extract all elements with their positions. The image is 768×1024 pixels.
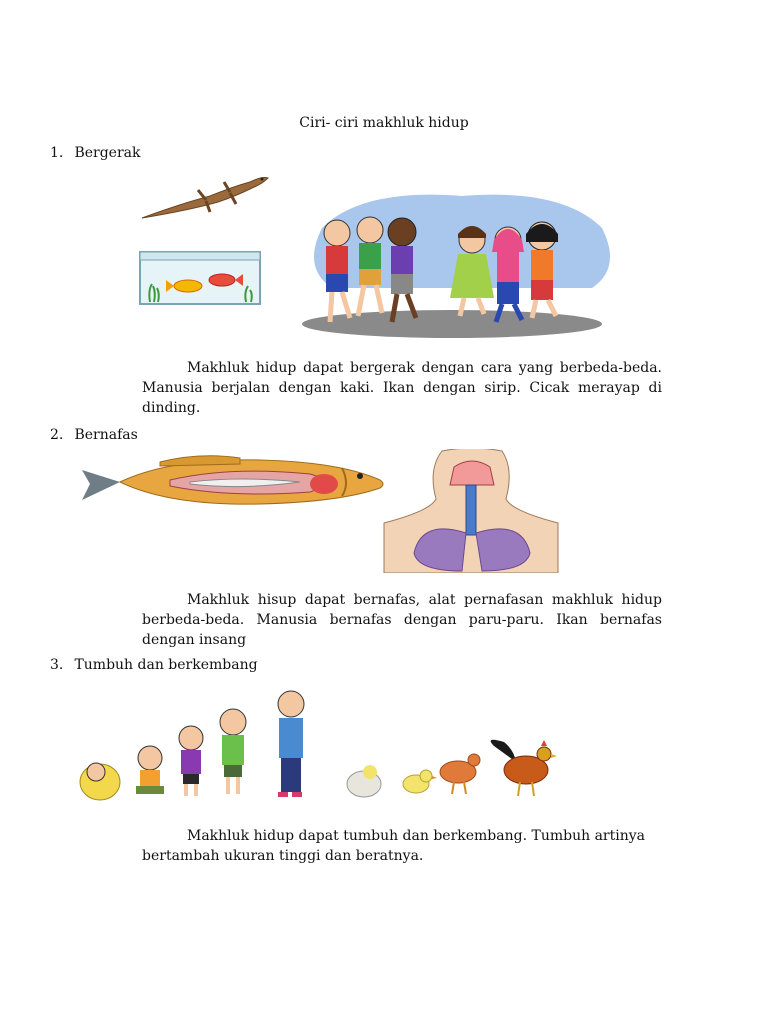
section-1-title: Bergerak [74, 145, 141, 161]
section-1-paragraph-text: Makhluk hidup dapat bergerak dengan cara yang berbeda-beda. Manusia berjalan dengan kaki. Ikan dengan sirip. Cicak merayap di dinding. [142, 360, 662, 416]
section-1-number: 1. [50, 145, 64, 161]
fish-tank-illustration [138, 248, 263, 306]
section-3-paragraph [142, 826, 662, 866]
section-3-number: 3. [50, 657, 64, 673]
children-walking-illustration [302, 188, 614, 340]
fish-anatomy-illustration [80, 452, 392, 512]
section-1-heading [50, 145, 141, 161]
section-3-paragraph-text: Makhluk hidup dapat tumbuh dan berkembang. Tumbuh artinya bertambah ukuran tinggi dan beratnya. [142, 828, 645, 864]
human-growth-illustration [78, 690, 318, 802]
section-3-heading [50, 657, 258, 673]
section-1-paragraph [142, 358, 662, 418]
section-2-paragraph-text: Makhluk hisup dapat bernafas, alat pernafasan makhluk hidup berbeda-beda. Manusia bernafas dengan paru-paru. Ikan bernafas dengan insang [142, 592, 662, 648]
section-3-title: Tumbuh dan berkembang [74, 657, 258, 673]
page-title: Ciri- ciri makhluk hidup [299, 115, 469, 131]
section-2-heading [50, 427, 138, 443]
section-2-paragraph [142, 590, 662, 650]
section-2-number: 2. [50, 427, 64, 443]
lizard-illustration [140, 160, 275, 222]
chicken-growth-illustration [344, 736, 558, 802]
human-lungs-illustration [382, 449, 560, 573]
section-2-title: Bernafas [74, 427, 138, 443]
